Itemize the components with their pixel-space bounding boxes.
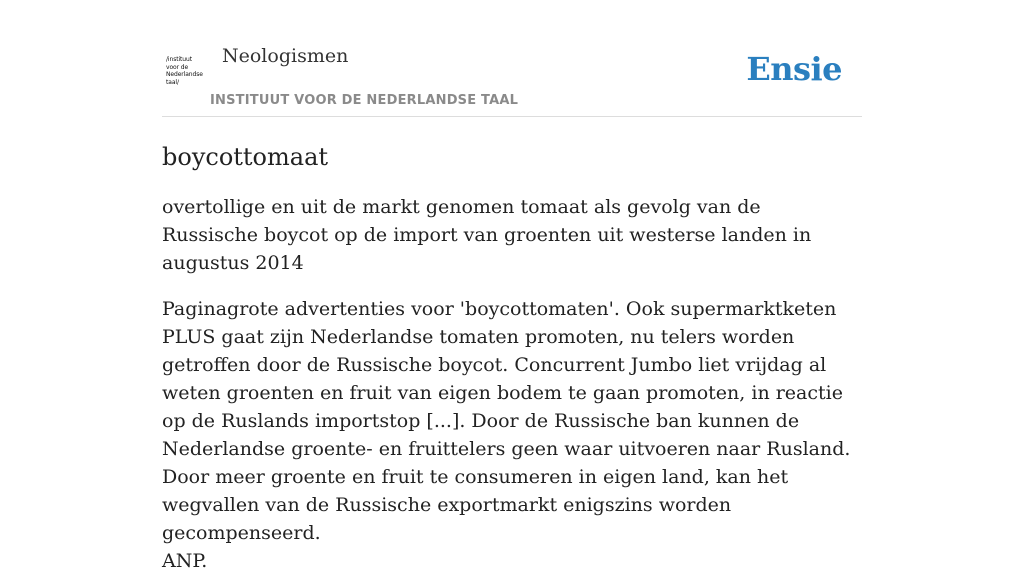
quote-text: Paginagrote advertenties voor 'boycottomaten'. Ook supermarktketen PLUS gaat zijn Nederlandse tomaten promoten, nu telers worden getroffen door de Russische boycot. Concurrent Jumbo liet vrijdag al weten groenten en fruit van eigen bodem te gaan promoten, in reactie op de Ruslands importstop [...]. Door de Russische ban kunnen de Nederlandse groente- en fruittelers geen waar uitvoeren naar Rusland. Door meer groente en fruit te consumeren in eigen land, kan het wegvallen van de Russische exportmarkt enigszins worden gecompenseerd. bbox=[162, 298, 851, 544]
site-title[interactable]: Neologismen bbox=[222, 45, 349, 67]
page bbox=[162, 0, 862, 575]
entry-definition: overtollige en uit de markt genomen tomaat als gevolg van de Russische boycot op de import van groenten uit westerse landen in augustus 2014 bbox=[162, 196, 812, 274]
entry-term: boycottomaat bbox=[162, 143, 329, 171]
quote-source: ANP. bbox=[162, 550, 208, 572]
organization-name: INSTITUUT VOOR DE NEDERLANDSE TAAL bbox=[210, 93, 519, 108]
ensie-logo-link[interactable]: Ensie bbox=[746, 50, 842, 88]
logo-line-4: taal/ bbox=[166, 78, 179, 86]
logo-line-2: voor de bbox=[166, 63, 189, 71]
logo-line-3: Nederlandse bbox=[166, 71, 203, 78]
logo-line-1: /instituut bbox=[166, 56, 192, 63]
institute-logo[interactable] bbox=[166, 56, 208, 86]
entry-quote bbox=[162, 295, 862, 575]
header bbox=[162, 0, 862, 117]
